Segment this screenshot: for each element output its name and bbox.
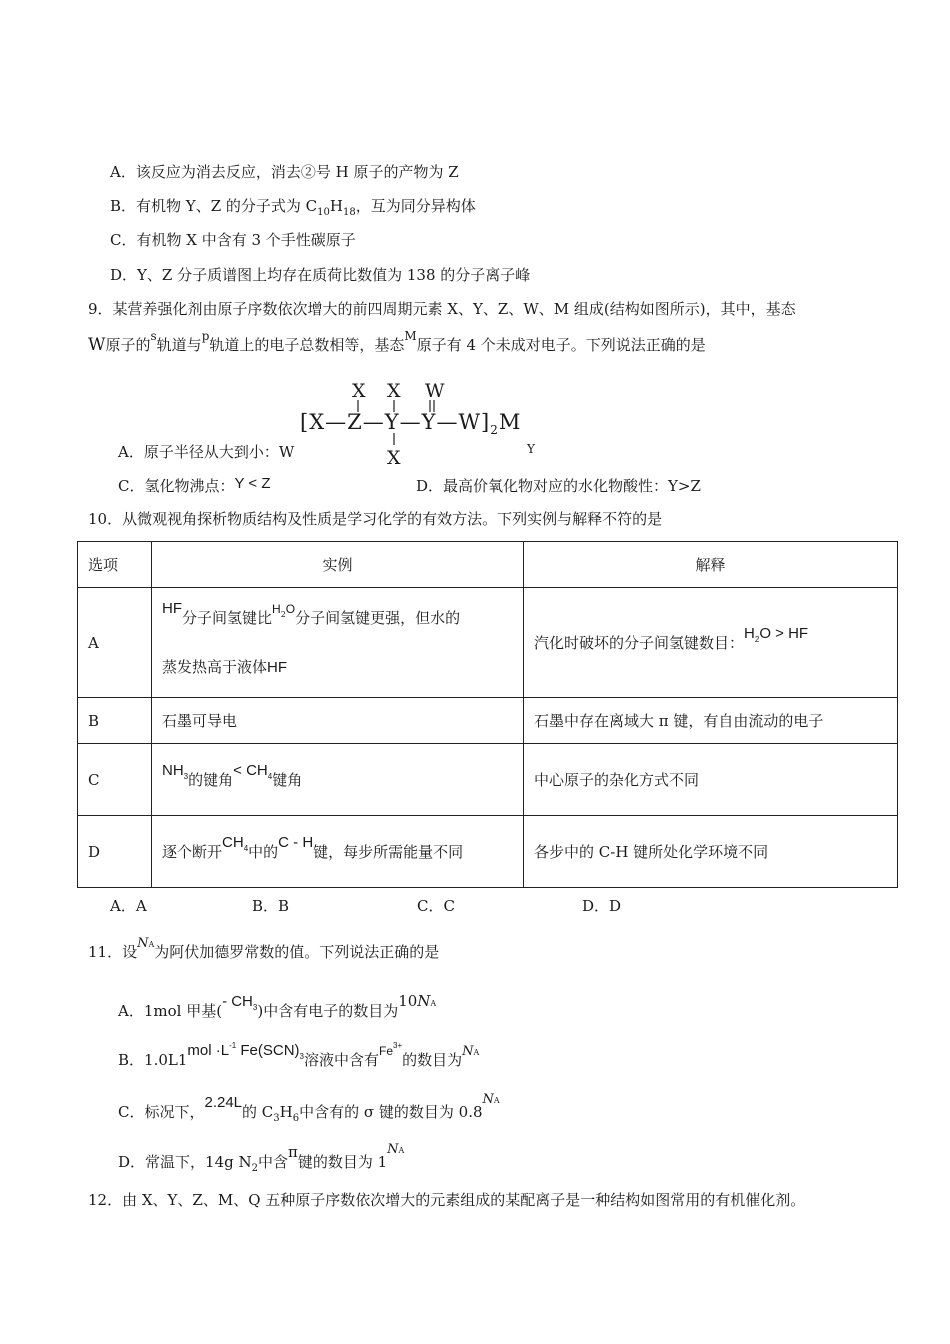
q11-option-b: B．$1.0L1mol \cdot L^{-1}$ $Fe(SCN)_3$溶液中含有$^{Fe^{3+}}$的数目为$N^A$ (118, 1041, 480, 1069)
table-row (78, 744, 898, 816)
table-row (78, 698, 898, 744)
q11-option-c: C．标况下，2.24L的 $C_3H_6$中含有的 σ 键的数目为 $0.8N^A$ (118, 1092, 500, 1124)
header-example: 实例 (152, 542, 524, 588)
row-explanation: 汽化时破坏的分子间氢键数目：$H_2O$ > HF (524, 588, 898, 698)
q8-option-d: D．Y、Z 分子质谱图上均存在质荷比数值为 138 的分子离子峰 (110, 266, 531, 284)
q12-stem: 12．由 X、Y、Z、M、Q 五种原子序数依次增大的元素组成的某配离子是一种结构如图常用的有机催化剂。 (88, 1191, 806, 1209)
q9-stem-line2: W原子的$^s$轨道与$^p$轨道上的电子总数相等，基态$^M$原子有 4 个未成对电子。下列说法正确的是 (88, 329, 706, 355)
q11-option-d: D．常温下，14g $N_2$中含π键的数目为 $1N^A$ (118, 1142, 405, 1174)
q9-option-d: D．最高价氧化物对应的水化物酸性：Y>Z (416, 477, 701, 495)
row-option-label: C (78, 744, 152, 816)
table-header-row (78, 542, 898, 588)
row-explanation: 石墨中存在离域大 π 键，有自由流动的电子 (524, 698, 898, 744)
q10-choice-b: B．B (252, 897, 290, 915)
q8-option-c: C．有机物 X 中含有 3 个手性碳原子 (110, 231, 356, 249)
structure-x-top-2: X (387, 380, 401, 402)
q10-table (77, 541, 898, 888)
structure-x-bottom: X (387, 447, 401, 469)
row-example: HF分子间氢键比$H_2O$分子间氢键更强，但水的 蒸发热高于液体HF (152, 588, 524, 698)
header-explanation: 解释 (524, 542, 898, 588)
q10-choice-a: A．A (110, 897, 147, 915)
q9-option-c: C．氢化物沸点：Y < Z (118, 475, 271, 495)
row-explanation: 各步中的 C-H 键所处化学环境不同 (524, 816, 898, 888)
q9-option-b-fragment: Y (527, 442, 535, 456)
row-option-label: B (78, 698, 152, 744)
row-explanation: 中心原子的杂化方式不同 (524, 744, 898, 816)
row-example: $NH_3$的键角< $CH_4$键角 (152, 744, 524, 816)
q9-stem-line1: 9．某营养强化剂由原子序数依次增大的前四周期元素 X、Y、Z、W、M 组成(结构如图所示)，其中，基态 (88, 300, 796, 318)
row-example: 逐个断开$CH_4$中的C - H键，每步所需能量不同 (152, 816, 524, 888)
q10-stem: 10．从微观视角探析物质结构及性质是学习化学的有效方法。下列实例与解释不符的是 (88, 510, 663, 528)
structure-main-chain: $[X—Z—Y—Y—W]_2M$ (300, 410, 522, 437)
row-example: 石墨可导电 (152, 698, 524, 744)
q9-option-a: A．原子半径从大到小：W (118, 443, 295, 461)
table-row (78, 588, 898, 698)
q10-choice-c: C．C (417, 897, 455, 915)
q11-stem: 11．设$N^A$为阿伏加德罗常数的值。下列说法正确的是 (88, 936, 440, 961)
q8-option-a: A．该反应为消去反应，消去②号 H 原子的产物为 Z (110, 163, 459, 181)
q8-option-b: B．有机物 Y、Z 的分子式为 $C_{10}H_{18}$，互为同分异构体 (110, 197, 476, 218)
q10-choice-d: D．D (582, 897, 622, 915)
structure-x-top-1: X (352, 380, 366, 402)
q11-option-a: A．1mol 甲基(- $CH_3$)中含有电子的数目为10NA (118, 992, 437, 1020)
table-row (78, 816, 898, 888)
row-option-label: D (78, 816, 152, 888)
structure-w-top: W (425, 380, 445, 402)
row-option-label: A (78, 588, 152, 698)
header-option: 选项 (78, 542, 152, 588)
